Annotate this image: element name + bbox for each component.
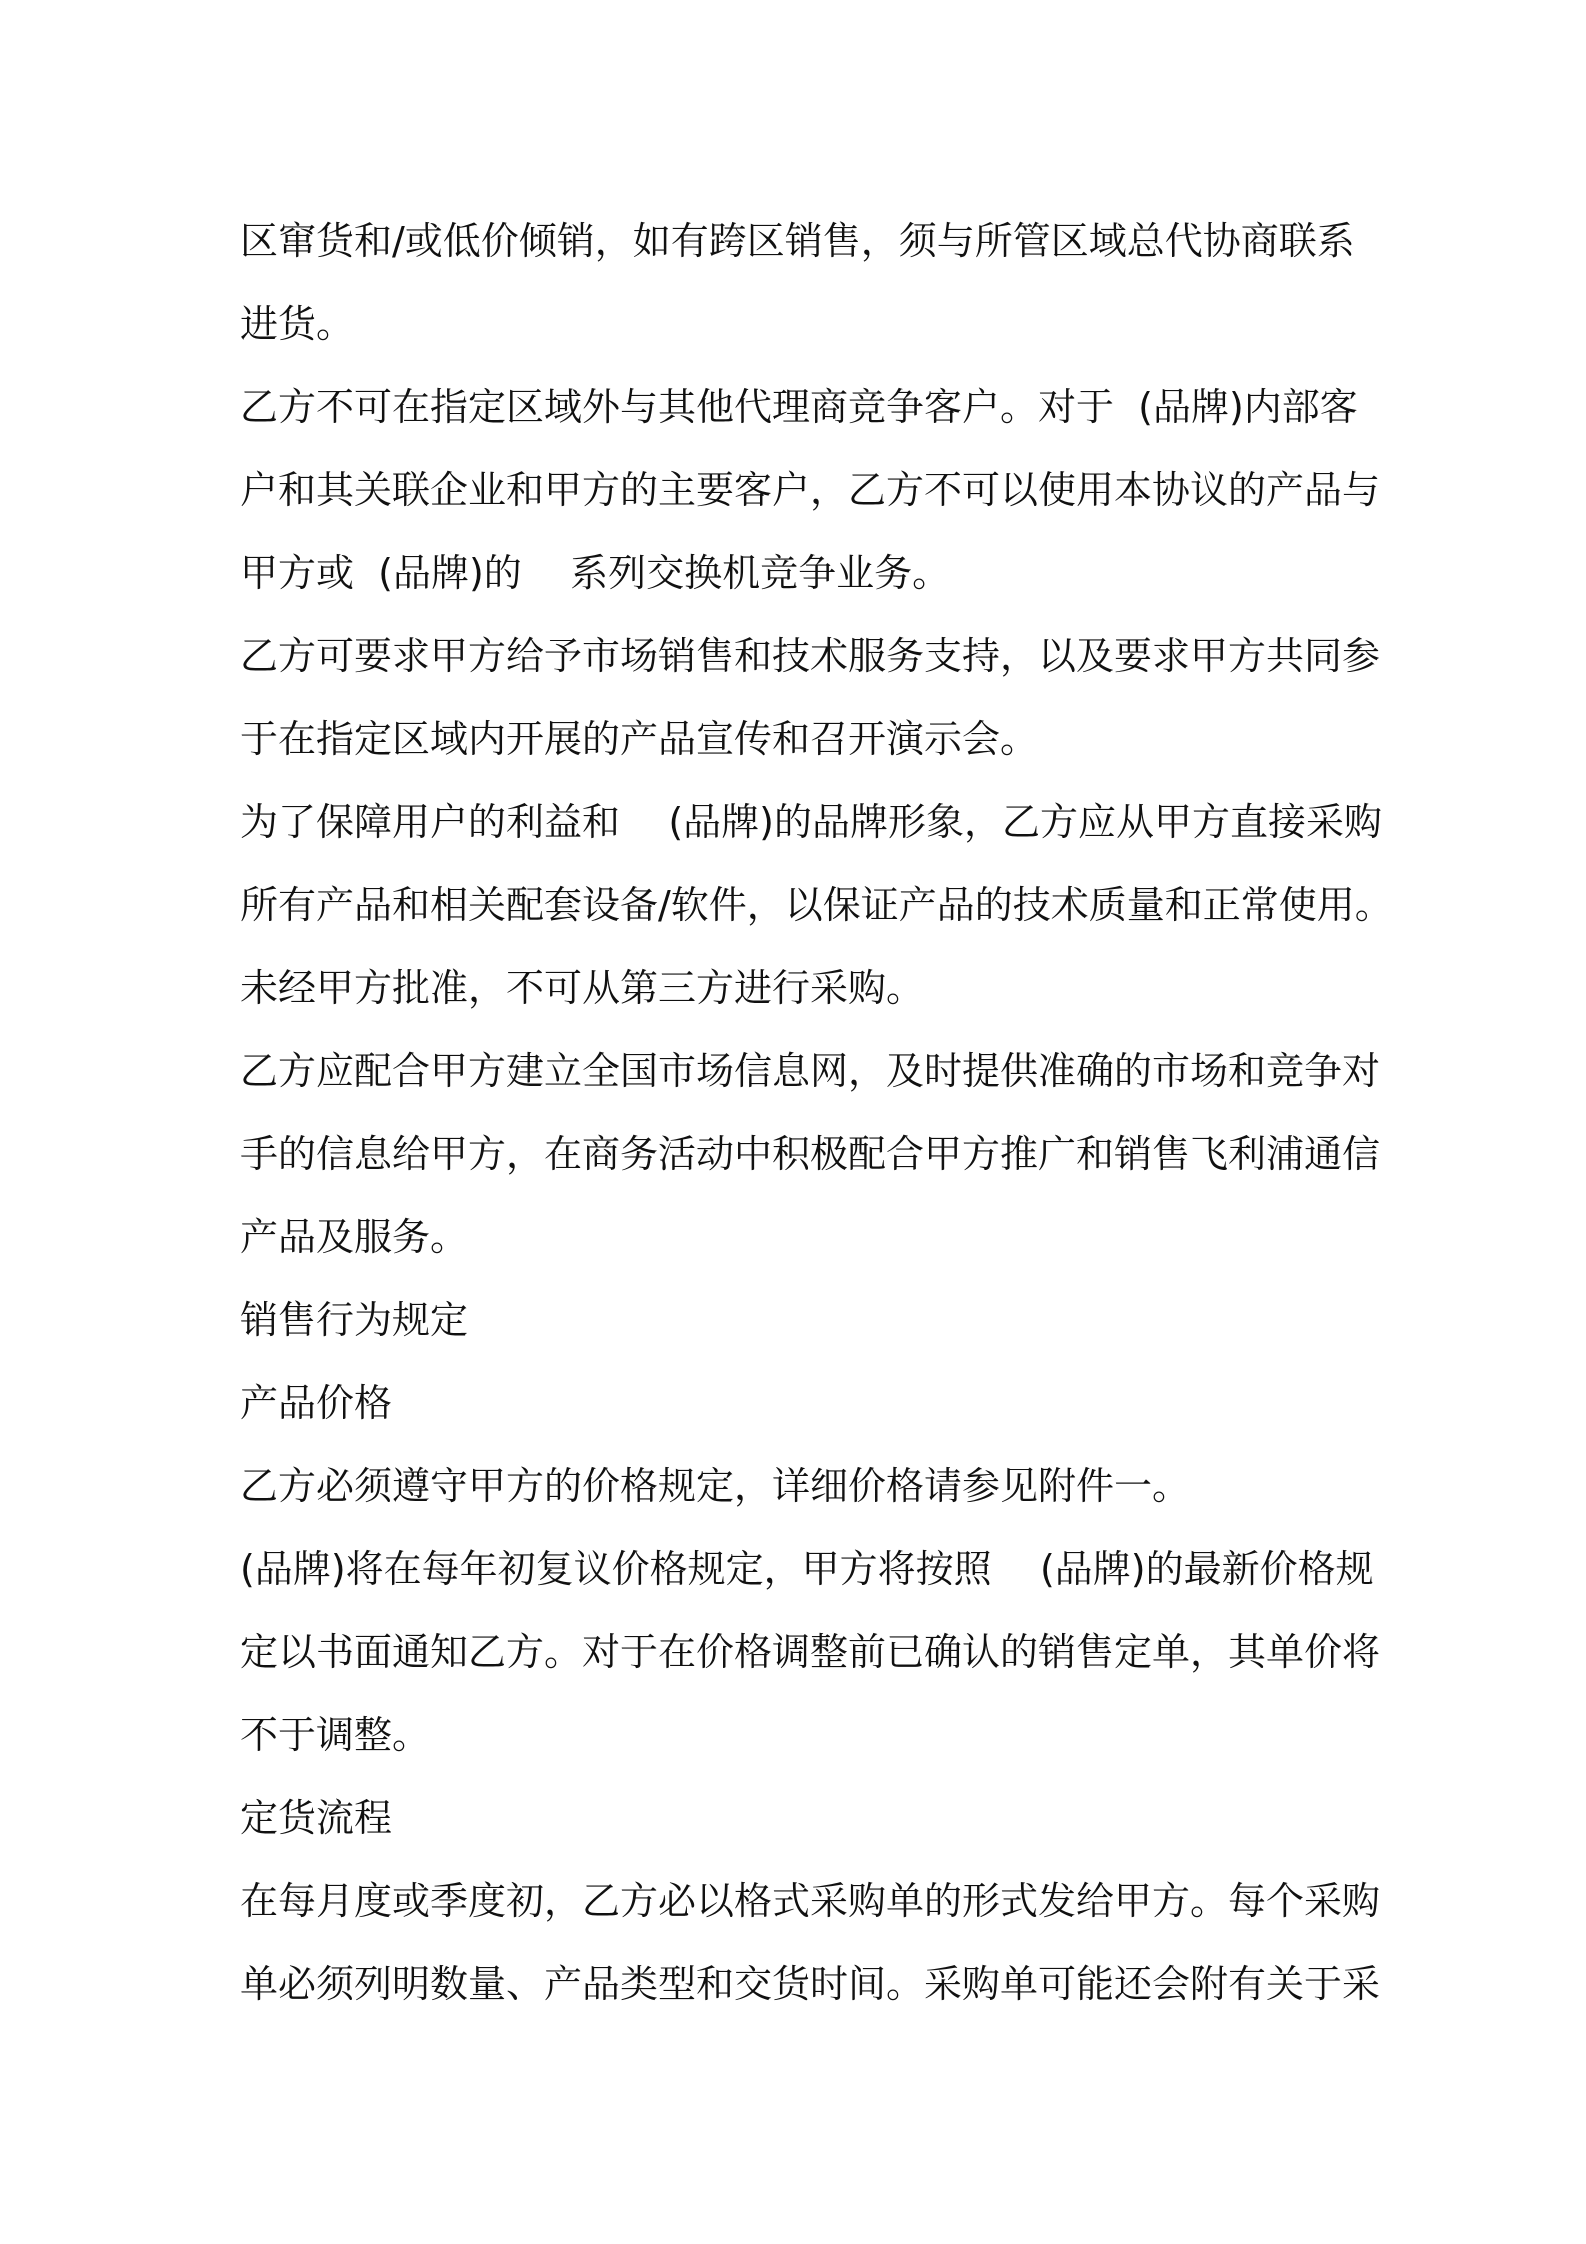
text-line: 甲方或 (品牌)的 系列交换机竞争业务。 (240, 551, 951, 595)
text-line: 乙方应配合甲方建立全国市场信息网，及时提供准确的市场和竞争对 (240, 1049, 1381, 1093)
text-line: 于在指定区域内开展的产品宣传和召开演示会。 (240, 717, 1039, 761)
text-line: 定以书面通知乙方。对于在价格调整前已确认的销售定单，其单价将 (240, 1630, 1381, 1674)
text-line: 为了保障用户的利益和 (品牌)的品牌形象，乙方应从甲方直接采购 (240, 800, 1382, 844)
text-line: 手的信息给甲方，在商务活动中积极配合甲方推广和销售飞利浦通信 (240, 1132, 1381, 1176)
section-heading: 销售行为规定 (240, 1298, 469, 1342)
text-line: 乙方不可在指定区域外与其他代理商竞争客户。对于 (品牌)内部客 (240, 385, 1358, 429)
text-line: 产品及服务。 (240, 1215, 469, 1259)
text-line: (品牌)将在每年初复议价格规定，甲方将按照 (品牌)的最新价格规 (240, 1547, 1374, 1591)
text-line: 单必须列明数量、产品类型和交货时间。采购单可能还会附有关于采 (240, 1962, 1381, 2006)
text-line: 未经甲方批准，不可从第三方进行采购。 (240, 966, 925, 1010)
text-line: 户和其关联企业和甲方的主要客户，乙方不可以使用本协议的产品与 (240, 468, 1381, 512)
text-line: 乙方可要求甲方给予市场销售和技术服务支持，以及要求甲方共同参 (240, 634, 1381, 678)
text-line: 在每月度或季度初，乙方必以格式采购单的形式发给甲方。每个采购 (240, 1879, 1381, 1923)
text-line: 区窜货和/或低价倾销，如有跨区销售，须与所管区域总代协商联系 (240, 219, 1355, 263)
document-body (240, 200, 1393, 2026)
text-line: 乙方必须遵守甲方的价格规定，详细价格请参见附件一。 (240, 1464, 1191, 1508)
text-line: 所有产品和相关配套设备/软件，以保证产品的技术质量和正常使用。 (240, 883, 1393, 927)
section-heading: 定货流程 (240, 1796, 393, 1840)
text-line: 进货。 (240, 302, 355, 346)
section-heading: 产品价格 (240, 1381, 393, 1425)
text-line: 不于调整。 (240, 1713, 431, 1757)
